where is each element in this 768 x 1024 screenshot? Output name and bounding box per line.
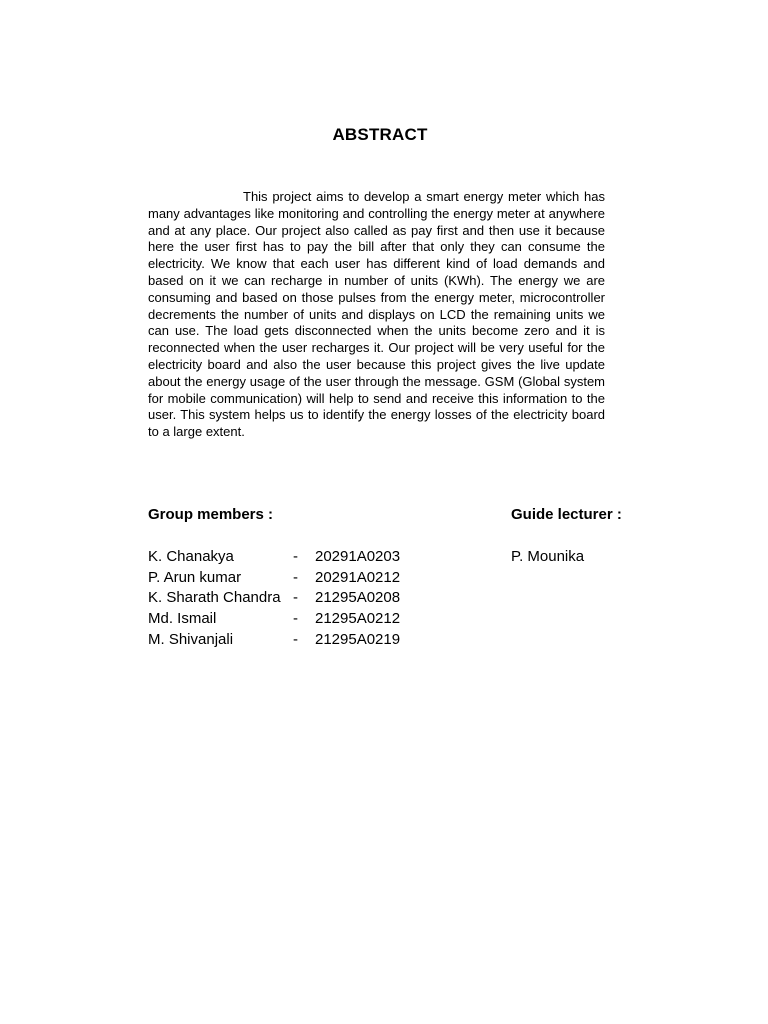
member-row	[148, 547, 400, 568]
member-name: P. Arun kumar	[148, 568, 242, 586]
member-name: Md. Ismail	[148, 610, 217, 628]
guide-lecturer-heading: Guide lecturer :	[511, 506, 622, 523]
member-row	[148, 630, 400, 651]
group-members-list	[148, 547, 400, 650]
guide-lecturer-name: P. Mounika	[511, 548, 585, 565]
member-row	[148, 568, 400, 589]
member-separator: -	[293, 610, 298, 628]
member-separator: -	[293, 548, 298, 565]
member-roll-number: 21295A0219	[315, 630, 401, 648]
member-row	[148, 588, 400, 609]
abstract-paragraph: This project aims to develop a smart energy meter which has many advantages like monitoring and controlling the energy meter at anywhere and at any place. Our project also called as pay first and then use it because here the user first has to pay the bill after that only they can consume the electricity. We know that each user has different kind of load demands and based on it we can recharge in number of units (KWh). The energy we are consuming and based on those pulses from the energy meter, microcontroller decrements the number of units and displays on LCD the remaining units we can use. The load gets disconnected when the units become zero and it is reconnected when the user recharges it. Our project will be very useful for the electricity board and also the user because this project gives the live update about the energy usage of the user through the message. GSM (Global system for mobile communication) will help to send and receive this information to the user. This system helps us to identify the energy losses of the electricity board to a large extent.	[148, 189, 605, 440]
member-name: K. Chanakya	[148, 548, 234, 565]
member-roll-number: 21295A0212	[315, 610, 401, 628]
member-separator: -	[293, 568, 298, 586]
member-name: K. Sharath Chandra	[148, 589, 281, 607]
page-title: ABSTRACT	[332, 125, 428, 145]
member-separator: -	[293, 589, 298, 607]
group-members-heading: Group members :	[148, 506, 274, 523]
member-roll-number: 20291A0203	[315, 548, 401, 565]
member-roll-number: 21295A0208	[315, 589, 401, 607]
member-separator: -	[293, 630, 298, 648]
member-roll-number: 20291A0212	[315, 568, 401, 586]
member-row	[148, 609, 400, 630]
member-name: M. Shivanjali	[148, 630, 234, 648]
